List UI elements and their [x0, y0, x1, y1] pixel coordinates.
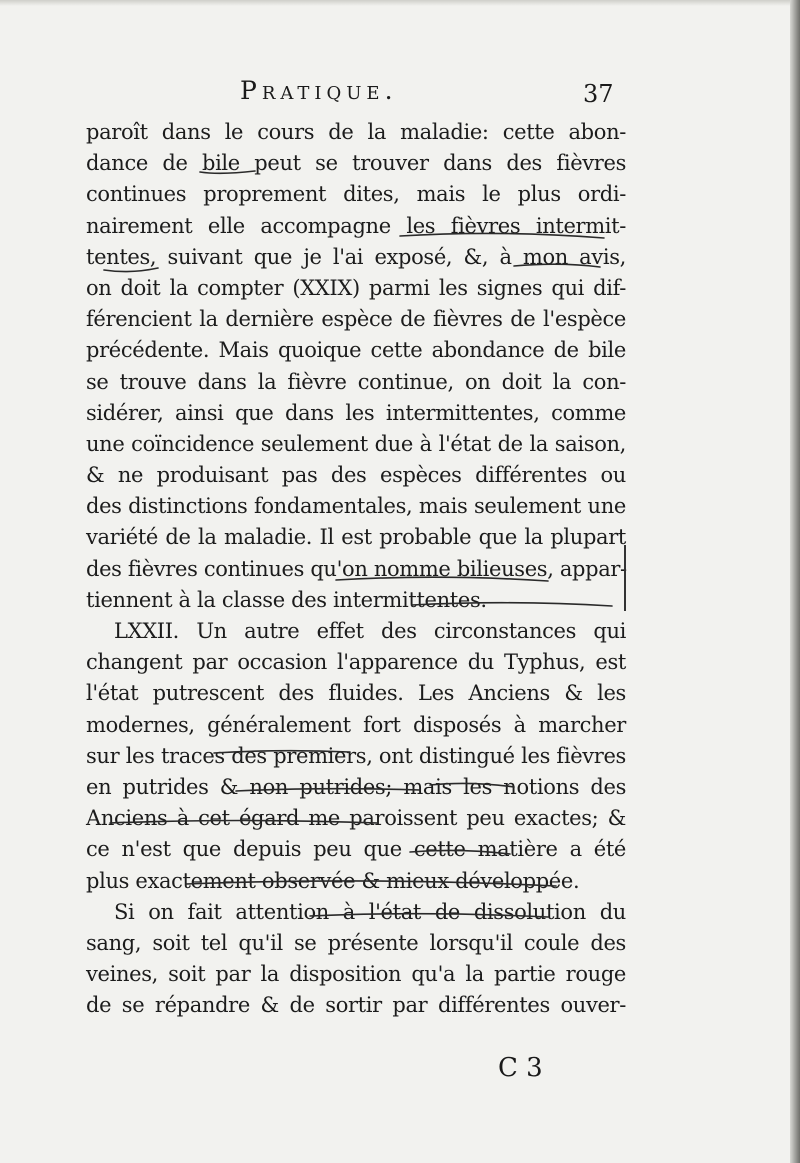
text-line: des fièvres continues qu'on nomme bilieuses, appar-: [86, 556, 627, 581]
text-line: en putrides & non putrides; mais les notions des: [86, 774, 626, 799]
text-line: tiennent à la classe des intermittentes.: [86, 587, 487, 612]
signature-mark: C 3: [498, 1053, 543, 1083]
underline-stroke: [430, 783, 514, 787]
text-line: veines, soit par la disposition qu'a la partie rouge: [86, 962, 626, 987]
text-line: tentes, suivant que je l'ai exposé, &, à mon avis,: [86, 244, 626, 269]
text-line: continues proprement dites, mais le plus ordi-: [86, 182, 626, 207]
text-line: paroît dans le cours de la maladie: cette abon-: [86, 120, 626, 144]
underline-stroke: [514, 264, 600, 267]
text-line: de se répandre & de sortir par différentes ouver-: [86, 993, 626, 1018]
underline-stroke: [200, 171, 255, 173]
underline-stroke: [400, 233, 604, 238]
text-line: nairement elle accompagne les fièvres intermit-: [86, 213, 626, 238]
underline-stroke: [110, 821, 378, 824]
text-line: l'état putrescent des fluides. Les Anciens & les: [86, 681, 626, 706]
text-line: plus exactement observée & mieux développée.: [86, 868, 580, 893]
text-line: Anciens à cet égard me paroissent peu exactes; &: [86, 806, 626, 831]
text-line: dance de bile peut se trouver dans des fièvres: [86, 151, 626, 176]
text-line: sidérer, ainsi que dans les intermittentes, comme: [86, 400, 626, 425]
text-line: une coïncidence seulement due à l'état de la saison,: [86, 431, 626, 456]
paragraph-start-line: Si on fait attention à l'état de dissolution du: [114, 899, 626, 924]
text-line: ce n'est que depuis peu que cette matière a été: [86, 837, 626, 862]
text-line: & ne produisant pas des espèces différentes ou: [86, 463, 626, 488]
underline-stroke: [336, 577, 548, 581]
underline-stroke: [410, 850, 510, 854]
text-line: variété de la maladie. Il est probable que la plupart: [86, 525, 626, 550]
underline-stroke: [412, 603, 612, 606]
underline-stroke: [310, 914, 548, 917]
text-line: se trouve dans la fièvre continue, on doit la con-: [86, 369, 626, 394]
text-line: sur les traces des premiers, ont distingué les fièvres: [86, 743, 626, 768]
underline-stroke: [236, 789, 420, 791]
text-line: modernes, généralement fort disposés à marcher: [86, 712, 626, 737]
text-line: férencient la dernière espèce de fièvres de l'espèce: [86, 307, 626, 332]
page-number: 37: [583, 80, 614, 108]
text-line: des distinctions fondamentales, mais seulement une: [86, 494, 626, 519]
text-line: changent par occasion l'apparence du Typhus, est: [86, 650, 626, 675]
text-line: on doit la compter (XXIX) parmi les signes qui dif-: [86, 275, 626, 300]
underline-stroke: [214, 751, 350, 753]
text-line: sang, soit tel qu'il se présente lorsqu'il coule des: [86, 930, 626, 955]
running-head: Pratique.: [240, 76, 398, 105]
underline-stroke: [186, 881, 556, 886]
paragraph-start-line: LXXII. Un autre effet des circonstances qui: [114, 619, 626, 643]
underline-stroke: [104, 268, 158, 272]
text-line: précédente. Mais quoique cette abondance de bile: [86, 338, 626, 363]
